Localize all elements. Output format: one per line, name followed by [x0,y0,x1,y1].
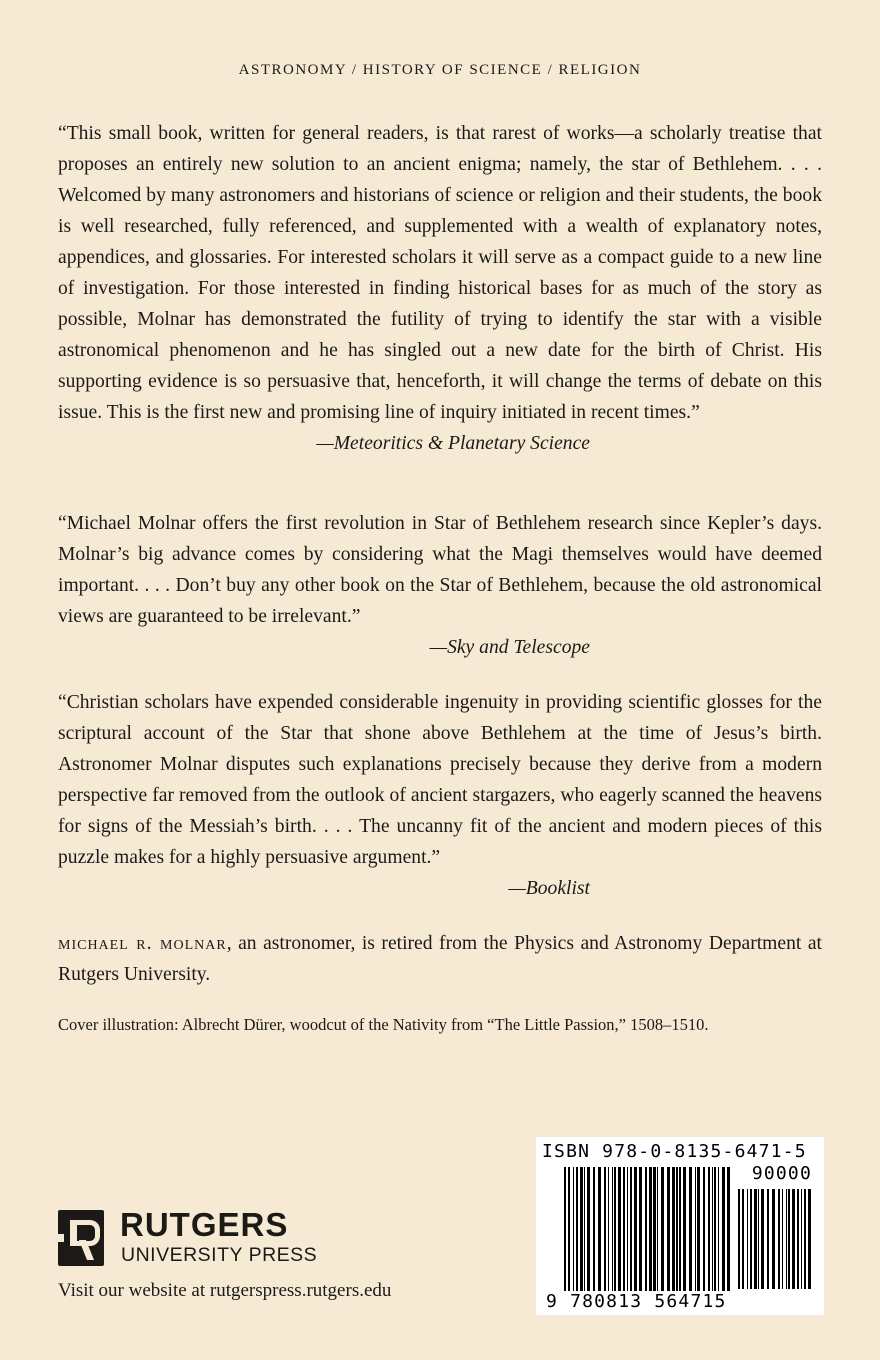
barcode-bar [564,1167,566,1291]
barcode-bar [738,1189,740,1289]
barcode-bar [804,1189,806,1289]
barcode-bar [661,1167,664,1291]
barcode-bar [703,1167,705,1291]
barcode-bar [782,1189,783,1289]
barcode-bar [576,1167,578,1291]
review-quote-2 [58,508,822,663]
barcode-bar [750,1189,752,1289]
price-addon: 90000 [751,1163,812,1184]
barcode-bar [568,1167,570,1291]
review-source: —Sky and Telescope [429,637,590,658]
review-source: —Meteoritics & Planetary Science [316,433,590,454]
r-shield-icon [58,1210,104,1266]
barcode-bar [808,1189,811,1289]
review-text: “Christian scholars have expended considerable ingenuity in providing scientific glosses for the scriptural account of the Star that shone above Bethlehem at the time of Jesus’s birth. Astronomer Molnar disputes such explanations precisely because they derive from a modern perspective far removed from the outlook of ancient stargazers, who eagerly scanned the heavens for signs of the Messiah’s birth. . . . The uncanny fit of the ancient and modern pieces of this puzzle makes for a highly persuasive argument.” [58,692,822,868]
barcode-bar [645,1167,647,1291]
review-text: “Michael Molnar offers the first revolution in Star of Bethlehem research since Kepler’s days. Molnar’s big advance comes by considering what the Magi themselves would have deemed important. . . . Don’t buy any other book on the Star of Bethlehem, because the old astronomical views are guaranteed to be irrelevant.” [58,513,822,627]
barcode-bar [761,1189,764,1289]
addon-bars [738,1189,814,1289]
barcode-bar [623,1167,625,1291]
barcode-bar [758,1189,759,1289]
isbn-number: ISBN 978-0-8135-6471-5 [542,1141,807,1162]
barcode-bar [587,1167,590,1291]
barcode-bar [697,1167,700,1291]
barcode-bar [639,1167,642,1291]
barcode-bar [573,1167,574,1291]
barcode-bar [712,1167,713,1291]
barcode-bar [630,1167,632,1291]
barcode-bar [786,1189,787,1289]
barcode-bar [788,1189,790,1289]
barcode-bar [618,1167,621,1291]
publisher-logo [58,1206,318,1268]
barcode-bar [714,1167,716,1291]
cover-credit: Cover illustration: Albrecht Dürer, woodcut of the Nativity from “The Little Passion,” 1508–1510. [58,1015,709,1034]
barcode-bar [695,1167,696,1291]
author-bio-text: , an astronomer, is retired from the Physics and Astronomy Department at Rutgers University. [58,933,822,985]
barcode-bar [604,1167,606,1291]
barcode-bar [767,1189,769,1289]
barcode-bar [727,1167,730,1291]
barcode-bar [676,1167,678,1291]
barcode-bar [754,1189,757,1289]
barcode-bar [593,1167,595,1291]
barcode-bar [612,1167,613,1291]
barcode-bar [679,1167,681,1291]
barcode-bar [689,1167,692,1291]
barcode-bar [797,1189,799,1289]
barcode-bar [667,1167,670,1291]
barcode-bar [747,1189,748,1289]
barcode-bar [627,1167,628,1291]
barcode-bar [722,1167,725,1291]
barcode-bars [564,1167,732,1291]
review-quote-3 [58,687,822,904]
review-text: “This small book, written for general readers, is that rarest of works—a scholarly treatise that proposes an entirely new solution to an ancient enigma; namely, the star of Bethlehem. . . . Welcomed by many astronomers and historians of science or religion and their students, the book is well researched, fully referenced, and supplemented with a wealth of explanatory notes, appendices, and glossaries. For interested scholars it will serve as a compact guide to a new line of investigation. For those interested in finding historical bases for as much of the story as possible, Molnar has demonstrated the futility of trying to identify the star with a visible astronomical phenomenon and he has singled out a new date for the birth of Christ. His supporting evidence is so persuasive that, henceforth, it will change the terms of debate on this issue. This is the first new and promising line of inquiry initiated in recent times.” [58,123,822,423]
barcode-bar [672,1167,675,1291]
barcode-bar [614,1167,616,1291]
barcode-bar [683,1167,686,1291]
barcode-bar [718,1167,719,1291]
author-name: michael r. molnar [58,933,227,954]
review-quote-1 [58,118,822,459]
barcode-bar [653,1167,656,1291]
publisher-subtitle: UNIVERSITY PRESS [121,1244,318,1266]
review-source: —Booklist [508,878,590,899]
barcode-bar [649,1167,652,1291]
barcode-bar [598,1167,601,1291]
barcode-bar [708,1167,710,1291]
barcode-bar [584,1167,585,1291]
isbn-barcode [536,1137,824,1315]
subject-category: ASTRONOMY / HISTORY OF SCIENCE / RELIGION [238,62,642,78]
barcode-bar [608,1167,609,1291]
barcode-bar [657,1167,658,1291]
barcode-digits: 9 780813 564715 [546,1291,727,1312]
barcode-bar [772,1189,775,1289]
publisher-name: RUTGERS [120,1206,289,1243]
author-bio [58,928,822,990]
barcode-bar [778,1189,780,1289]
barcode-bar [634,1167,637,1291]
barcode-bar [792,1189,795,1289]
barcode-bar [580,1167,583,1291]
website-link[interactable]: Visit our website at rutgerspress.rutgers.edu [58,1280,392,1301]
barcode-bar [742,1189,744,1289]
barcode-bar [801,1189,802,1289]
